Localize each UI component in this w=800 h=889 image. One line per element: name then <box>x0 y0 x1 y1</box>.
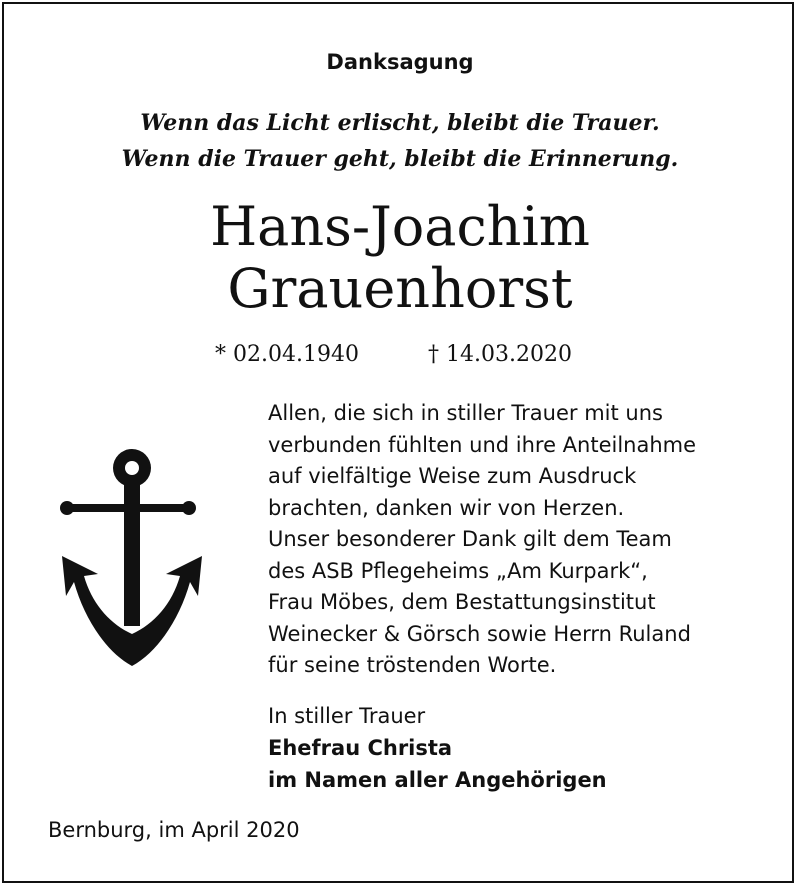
name-line-last: Grauenhorst <box>227 257 573 320</box>
quote-line: Wenn das Licht erlischt, bleibt die Trauer. <box>140 110 660 136</box>
name-line-first: Hans-Joachim <box>210 195 590 258</box>
message-line: Allen, die sich in stiller Trauer mit uns <box>268 401 663 425</box>
message-line: auf vielfältige Weise zum Ausdruck <box>268 464 637 488</box>
message-line: Unser besonderer Dank gilt dem Team <box>268 527 672 551</box>
quote-line: Wenn die Trauer geht, bleibt die Erinnerung. <box>121 146 679 172</box>
signature-family: im Namen aller Angehörigen <box>268 768 607 792</box>
signature-block <box>268 700 607 796</box>
message-line: für seine tröstenden Worte. <box>268 653 557 677</box>
place-date: Bernburg, im April 2020 <box>48 818 300 842</box>
message-line: Frau Möbes, dem Bestattungsinstitut <box>268 590 656 614</box>
memorial-quote <box>0 105 800 177</box>
death-date: † 14.03.2020 <box>428 342 572 367</box>
anchor-icon <box>58 446 208 668</box>
signature-intro: In stiller Trauer <box>268 704 426 728</box>
signature-name: Ehefrau Christa <box>268 736 453 760</box>
deceased-name <box>0 196 800 320</box>
message-line: brachten, danken wir von Herzen. <box>268 495 625 520</box>
thank-you-message <box>268 398 696 682</box>
birth-date: * 02.04.1940 <box>215 342 359 367</box>
message-line: des ASB Pflegeheims „Am Kurpark“, <box>268 558 648 583</box>
notice-heading: Danksagung <box>326 50 474 74</box>
message-line: verbunden fühlten und ihre Anteilnahme <box>268 432 697 457</box>
message-line: Weinecker & Görsch sowie Herrn Ruland <box>268 621 691 646</box>
